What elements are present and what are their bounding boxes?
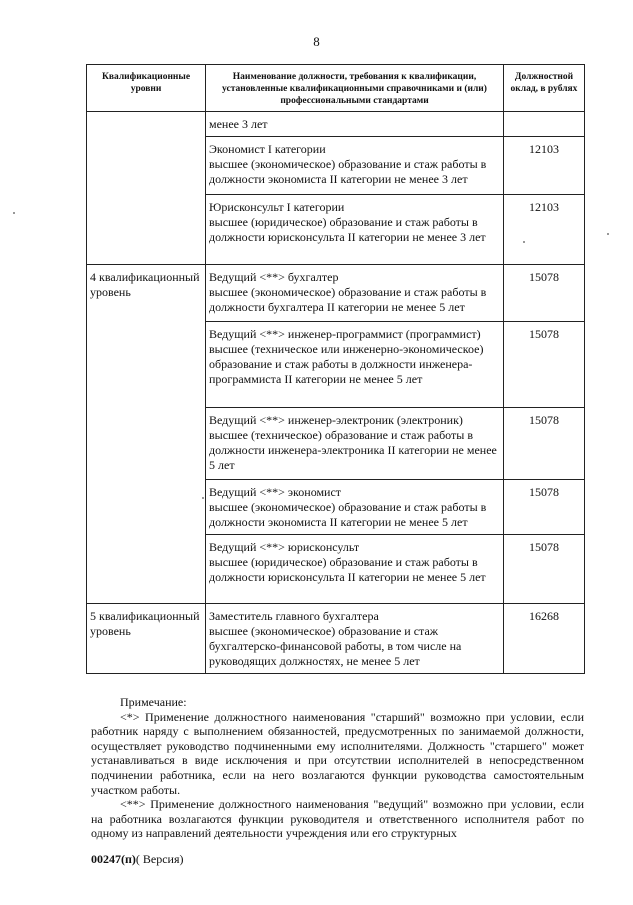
table-row: [87, 265, 585, 322]
position-title: Ведущий <**> экономист: [209, 485, 342, 499]
header-qualification-levels: Квалификационные уровни: [87, 65, 206, 112]
salary-cell: 16268: [504, 604, 585, 674]
table-header-row: [87, 65, 585, 112]
position-cell: [206, 408, 504, 480]
position-title: Ведущий <**> юрисконсульт: [209, 540, 360, 554]
qualification-level-cell: 5 квалификационный уровень: [87, 604, 206, 674]
salary-cell: 15078: [504, 408, 585, 480]
qualification-level-cell: [87, 112, 206, 265]
scan-speck: [202, 497, 204, 499]
position-cell: [206, 137, 504, 195]
salary-cell: 15078: [504, 535, 585, 604]
position-cell: [206, 265, 504, 322]
position-requirements: высшее (экономическое) образование и стаж работы в должности экономиста II категории не менее 5 лет: [209, 500, 487, 529]
document-version: ( Версия): [135, 852, 184, 866]
page-number: 8: [313, 34, 320, 49]
scan-speck: [13, 212, 15, 214]
salary-cell: 15078: [504, 480, 585, 535]
position-cell: [206, 604, 504, 674]
scan-speck: [523, 241, 525, 243]
position-title: Ведущий <**> инженер-программист (программист): [209, 327, 481, 341]
position-title: Экономист I категории: [209, 142, 326, 156]
salary-cell: 15078: [504, 265, 585, 322]
salary-cell: [504, 112, 585, 137]
header-position-requirements: Наименование должности, требования к квалификации, установленные квалификационными справочниками и (или) профессиональными стандартами: [206, 65, 504, 112]
position-requirements: высшее (юридическое) образование и стаж работы в должности юрисконсульта II категории не менее 5 лет: [209, 555, 486, 584]
position-title: Заместитель главного бухгалтера: [209, 609, 379, 623]
position-requirements: высшее (экономическое) образование и стаж работы в должности экономиста II категории не менее 3 лет: [209, 157, 487, 186]
position-requirements: высшее (техническое) образование и стаж работы в должности инженера-электроника II категории не менее 5 лет: [209, 428, 497, 472]
table-row: [87, 604, 585, 674]
position-cell: [206, 322, 504, 408]
position-cell: [206, 480, 504, 535]
position-cell: [206, 112, 504, 137]
salary-cell: 12103: [504, 195, 585, 265]
position-title: Ведущий <**> инженер-электроник (электроник): [209, 413, 463, 427]
qualification-level-cell: 4 квалификационный уровень: [87, 265, 206, 604]
table-row: [87, 112, 585, 137]
position-requirements: высшее (юридическое) образование и стаж работы в должности юрисконсульта II категории не менее 3 лет: [209, 215, 486, 244]
position-cell: [206, 195, 504, 265]
document-code: 00247(п): [91, 852, 136, 866]
position-requirements: менее 3 лет: [209, 117, 268, 131]
header-salary: Должностной оклад, в рублях: [504, 65, 585, 112]
position-title: Юрисконсульт I категории: [209, 200, 345, 214]
position-requirements: высшее (экономическое) образование и стаж бухгалтерско-финансовой работы, в том числе на руководящих должностях, не менее 5 лет: [209, 624, 462, 668]
salary-cell: 12103: [504, 137, 585, 195]
position-cell: [206, 535, 504, 604]
position-requirements: высшее (техническое или инженерно-экономическое) образование и стаж работы в должности инженера-программиста II категории не менее 5 лет: [209, 342, 484, 386]
document-footer: [91, 852, 184, 867]
note-section: [91, 695, 584, 841]
qualification-table: [86, 64, 585, 674]
note-title: Примечание:: [120, 695, 187, 709]
position-requirements: высшее (экономическое) образование и стаж работы в должности бухгалтера II категории не менее 5 лет: [209, 285, 487, 314]
scan-speck: [607, 233, 609, 235]
position-title: Ведущий <**> бухгалтер: [209, 270, 339, 284]
note-paragraph: <**> Применение должностного наименования "ведущий" возможно при условии, если на работника возлагаются функции руководителя и ответственного исполнителя работ по одному из направлений деятельности учреждения или его структурных: [91, 797, 584, 841]
note-paragraph: <*> Применение должностного наименования "старший" возможно при условии, если работник наряду с выполнением обязанностей, предусмотренных по занимаемой должности, осуществляет руководство подчиненными ему исполнителями. Должность "старшего" может устанавливаться в виде исключения и при отсутствии исполнителей в непосредственном подчинении работника, если на него возлагаются функции руководства самостоятельным участком работы.: [91, 709, 584, 797]
salary-cell: 15078: [504, 322, 585, 408]
